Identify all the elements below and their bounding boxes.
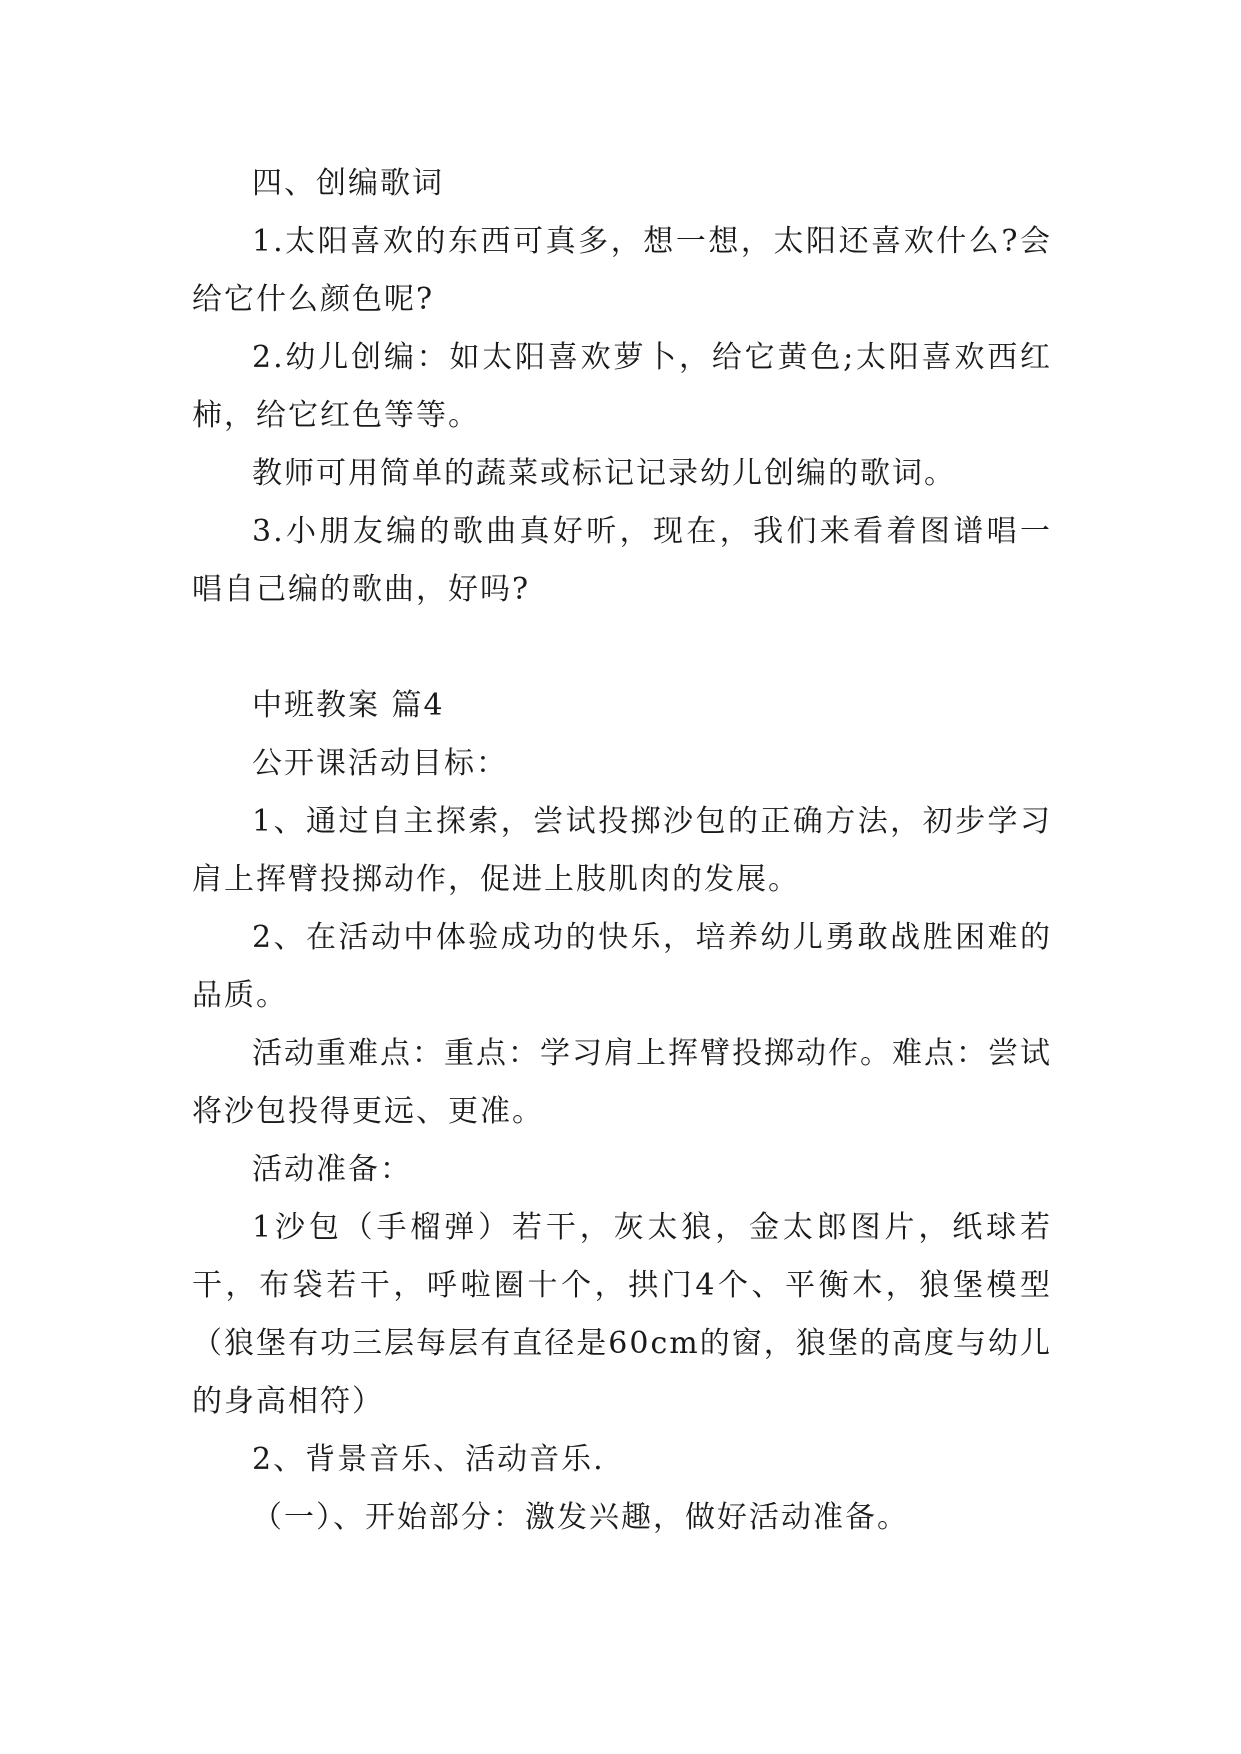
- paragraph: 1沙包（手榴弹）若干，灰太狼，金太郎图片，纸球若干，布袋若干，呼啦圈十个，拱门4个、平衡木，狼堡模型（狼堡有功三层每层有直径是60cm的窗，狼堡的高度与幼儿的身高相符）: [192, 1210, 1052, 1419]
- paragraph: 1.太阳喜欢的东西可真多，想一想，太阳还喜欢什么?会给它什么颜色呢?: [192, 224, 1052, 317]
- paragraph: 1、通过自主探索，尝试投掷沙包的正确方法，初步学习肩上挥臂投掷动作，促进上肢肌肉的发展。: [192, 804, 1052, 897]
- paragraph: 3.小朋友编的歌曲真好听，现在，我们来看着图谱唱一唱自己编的歌曲，好吗?: [192, 514, 1052, 607]
- lesson-title: 中班教案 篇4: [252, 688, 445, 723]
- section-heading: 四、创编歌词: [252, 166, 444, 201]
- paragraph: 2.幼儿创编：如太阳喜欢萝卜，给它黄色;太阳喜欢西红柿，给它红色等等。: [192, 340, 1052, 433]
- section-gap: [192, 619, 1052, 677]
- document-body: [192, 155, 1052, 1547]
- paragraph: 公开课活动目标：: [252, 746, 508, 781]
- paragraph: 教师可用简单的蔬菜或标记记录幼儿创编的歌词。: [252, 456, 956, 491]
- paragraph: 2、在活动中体验成功的快乐，培养幼儿勇敢战胜困难的品质。: [192, 920, 1052, 1013]
- paragraph: （一）、开始部分：激发兴趣，做好活动准备。: [252, 1500, 909, 1535]
- paragraph: 2、背景音乐、活动音乐.: [252, 1442, 605, 1477]
- paragraph: 活动重难点：重点：学习肩上挥臂投掷动作。难点：尝试将沙包投得更远、更准。: [192, 1036, 1052, 1129]
- paragraph: 活动准备：: [252, 1152, 412, 1187]
